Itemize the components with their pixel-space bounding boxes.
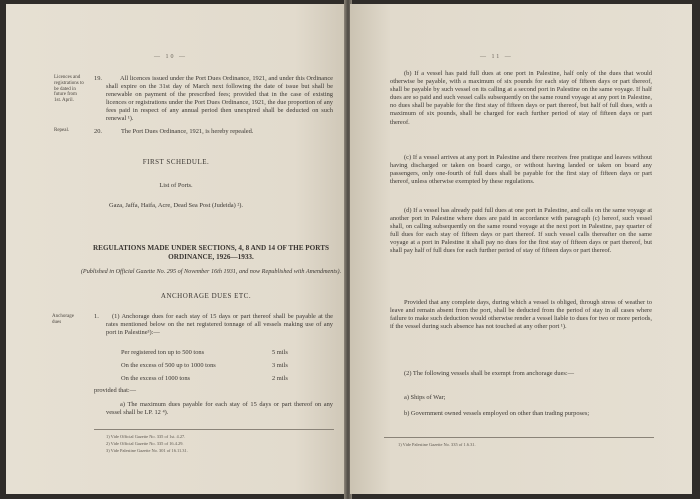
- page-number: — 10 —: [154, 54, 187, 60]
- section-number: 20.: [94, 128, 102, 135]
- section-19-text: All licences issued under the Port Dues Ordinance, 1921, and under this Ordinance shall expire on the 31st day of March next following the date of issue but shall be renewable on payment of the prescribed fees; provided that in the case of existing licences or registrations under the Port Dues Ordinance, 1921, the due proportion of any fees paid in respect of any annual period then unexpired shall be deducted on such renewal ¹).: [106, 75, 333, 123]
- ports-list: Gaza, Jaffa, Haifa, Acre, Dead Sea Post (Judeida) ²).: [109, 202, 243, 209]
- margin-note: Licences and registrations to be dated in future from 1st. April.: [54, 75, 84, 104]
- provided-text: provided that:—: [94, 387, 137, 394]
- margin-note: Repeal.: [54, 128, 70, 133]
- paragraph-c: (c) If a vessel arrives at any port in Palestine and there receives free pratique and leaves without having discharged or taken on board cargo, or without having landed or taken on board any passengers, only one-fourth of full dues shall be payable for the first stay of fifteen days or part thereof, unless otherwise exempted by these regulations.: [390, 154, 652, 186]
- section-20-text: The Port Dues Ordinance, 1921, is hereby repealed.: [121, 128, 254, 135]
- footnote-rule: [94, 429, 334, 430]
- paragraph-d: (d) If a vessel has already paid full dues at one port in Palestine, and calls on the same voyage at another port in Palestine where dues are paid in accordance with paragraph (c) hereof, such vessel shall, on calling subsequently on the same round voyage at the next port in Palestine, pay quarter of full dues for each stay of fifteen days or part thereof. If such vessel calls thereafter on the same voyage at a port in Palestine it shall pay no dues for the first stay of fifteen days or part thereof, but shall pay half of full dues for each further period of stay of fifteen days or part thereof.: [390, 207, 652, 255]
- left-page: [6, 4, 346, 494]
- footnote: 3) Vide Palestine Gazette No. 301 of 16.11.31.: [106, 448, 188, 453]
- section-number: 19.: [94, 75, 102, 82]
- clause-a-text: a) The maximum dues payable for each stay of 15 days or part thereof on any vessel shall be LP. 12 ⁴).: [106, 401, 333, 417]
- rate-label: On the excess of 1000 tons: [121, 375, 191, 382]
- publication-note: (Published in Official Gazette No. 295 of November 16th 1931, and now Republished with Amendments).: [80, 268, 342, 275]
- footnote-rule: [384, 437, 654, 438]
- rate-label: On the excess of 500 up to 1000 tons: [121, 362, 216, 369]
- footnote: 1) Vide Official Gazette No. 335 of 1st. 4.27.: [106, 434, 186, 439]
- footnote: 1) Vide Palestine Gazette No. 335 of 1.6.31.: [398, 442, 476, 447]
- list-heading: List of Ports.: [159, 182, 193, 189]
- margin-note: Anchorage dues: [52, 314, 74, 325]
- rate-value: 3 mils: [272, 362, 288, 369]
- schedule-heading: FIRST SCHEDULE.: [142, 158, 210, 166]
- regulations-heading: REGULATIONS MADE UNDER SECTIONS, 4, 8 AND 14 OF THE PORTS ORDINANCE, 1926—1933.: [92, 244, 330, 261]
- right-page: [350, 4, 692, 494]
- page-number: — 11 —: [480, 54, 513, 60]
- rate-value: 2 mils: [272, 375, 288, 382]
- paragraph-proviso: Provided that any complete days, during which a vessel is obliged, through stress of weather to leave and remain absent from the port, shall be deducted from the period of stay in all cases where failure to make such deduction would otherwise render a vessel liable to dues for two or more periods, if the vessel during such absence has not touched at any other port ¹).: [390, 299, 652, 331]
- regulation-1-text: (1) Anchorage dues for each stay of 15 days or part thereof shall be payable at the rates mentioned below on the net registered tonnage of all vessels making use of any port in Palestine³):—: [106, 313, 333, 337]
- item-b: b) Government owned vessels employed on other than trading purposes;: [404, 410, 590, 417]
- regulation-number: 1.: [94, 313, 99, 320]
- rate-value: 5 mils: [272, 349, 288, 356]
- item-a: a) Ships of War;: [404, 394, 446, 401]
- paragraph-b: (b) If a vessel has paid full dues at one port in Palestine, half only of the dues that would otherwise be payable, with a maximum of six pounds for each stay of fifteen days or part thereof, shall be payable by such vessel on its calling at a second port in Palestine on the same voyage. If half dues are so paid and such vessel calls subsequently on the same round voyage at any port in Palestine, no dues shall be payable for the first stay of fifteen days or part thereof, but half of full dues, with a maximum of six pounds, shall be charged for each further period of stay of fifteen days or part thereof.: [390, 70, 652, 126]
- footnote: 2) Vide Official Gazette No. 335 of 16.4.29.: [106, 441, 184, 446]
- paragraph-2: (2) The following vessels shall be exempt from anchorage dues:—: [404, 370, 575, 377]
- anchorage-heading: ANCHORAGE DUES ETC.: [160, 292, 252, 300]
- rate-label: Per registered ton up to 500 tons: [121, 349, 205, 356]
